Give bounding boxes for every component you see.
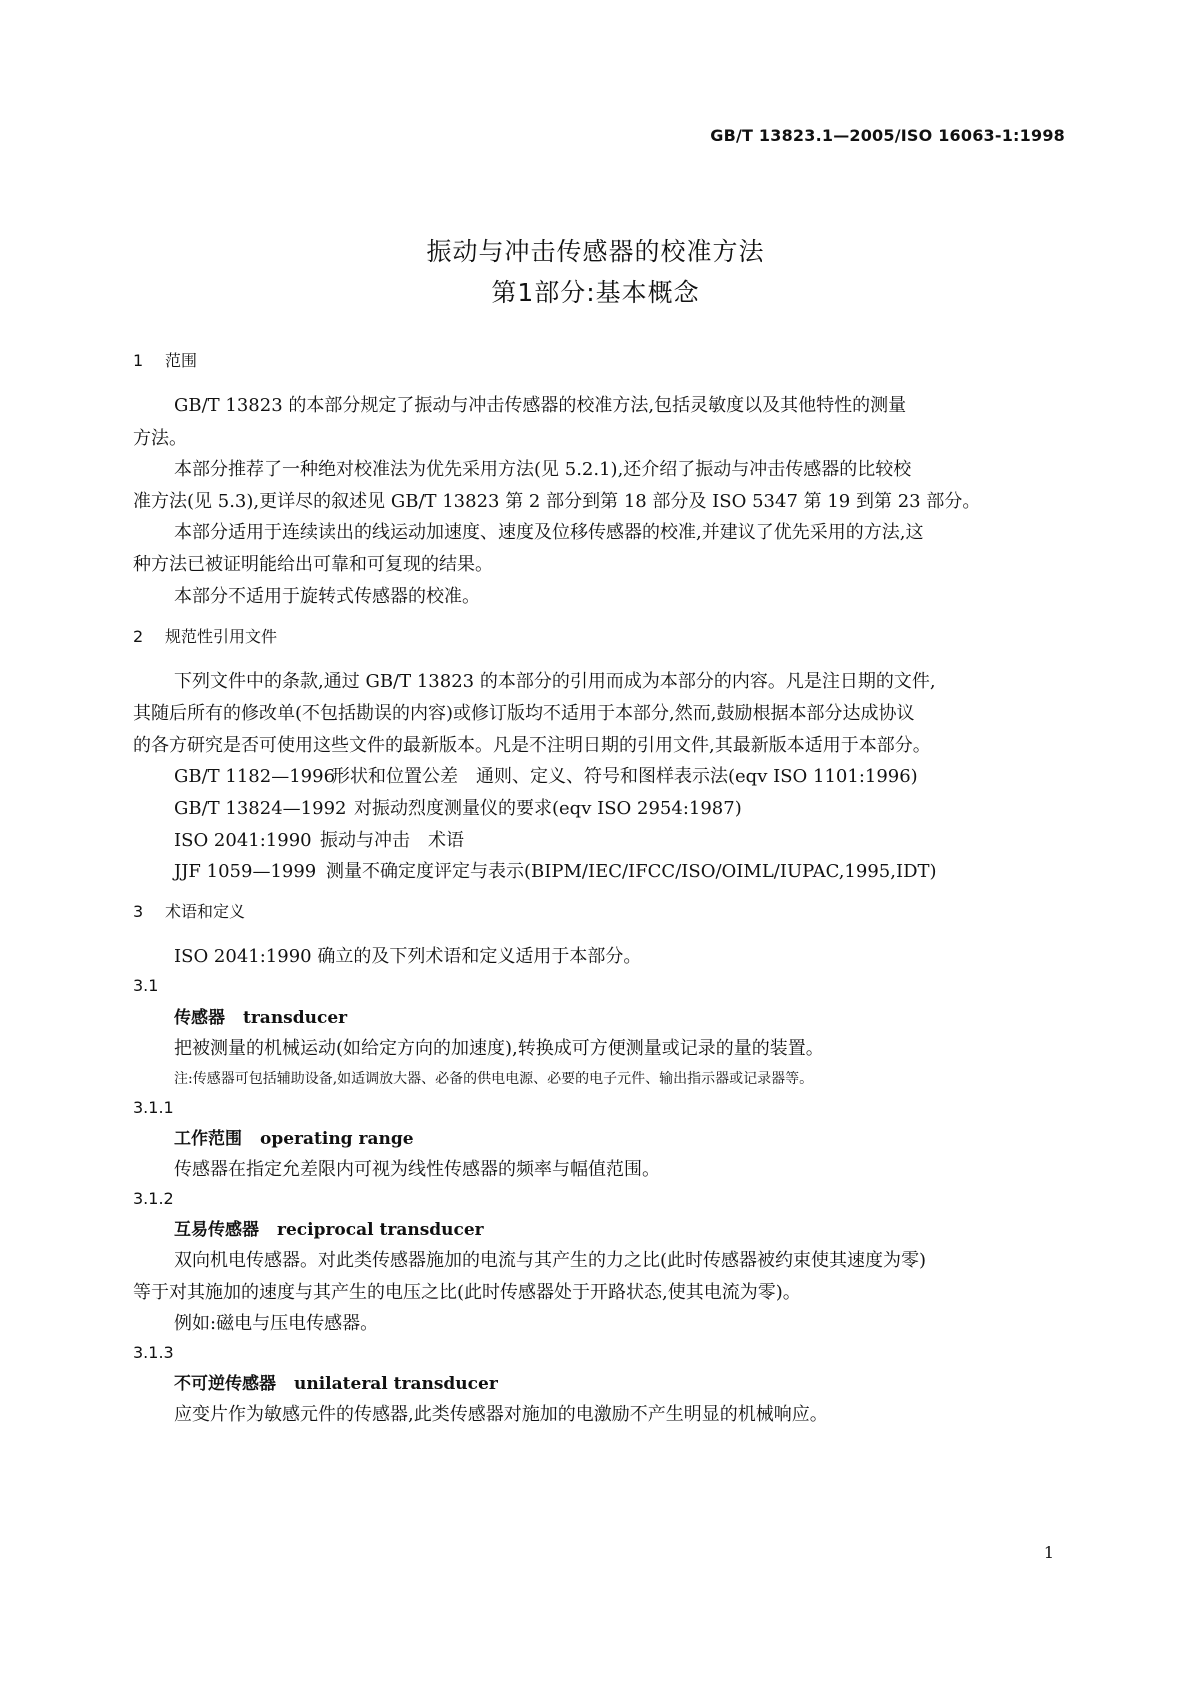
reference-title: 振动与冲击 术语 bbox=[320, 830, 464, 851]
reference-code: JJF 1059—1999 bbox=[174, 861, 317, 882]
paragraph-line: 本部分适用于连续读出的线运动加速度、速度及位移传感器的校准,并建议了优先采用的方法,这 bbox=[174, 522, 924, 543]
document-subtitle: 第1部分:基本概念 bbox=[491, 278, 700, 307]
reference-title: 形状和位置公差 通则、定义、符号和图样表示法(eqv ISO 1101:1996) bbox=[332, 766, 918, 787]
standard-code: GB/T 13823.1—2005/ISO 16063-1:1998 bbox=[710, 126, 1065, 145]
reference-title: 对振动烈度测量仪的要求(eqv ISO 2954:1987) bbox=[354, 798, 742, 819]
term-en: unilateral transducer bbox=[294, 1374, 498, 1394]
term-en: operating range bbox=[260, 1129, 414, 1149]
example-line: 例如:磁电与压电传感器。 bbox=[174, 1313, 379, 1334]
section-heading-terms-definitions bbox=[133, 899, 245, 922]
reference-item bbox=[174, 794, 742, 820]
definition-line: 等于对其施加的速度与其产生的电压之比(此时传感器处于开路状态,使其电流为零)。 bbox=[133, 1282, 801, 1303]
paragraph-line: 本部分推荐了一种绝对校准法为优先采用方法(见 5.2.1),还介绍了振动与冲击传感器的比较校 bbox=[174, 459, 912, 480]
entry-number: 3.1.1 bbox=[133, 1098, 174, 1117]
paragraph-line: 的各方研究是否可使用这些文件的最新版本。凡是不注明日期的引用文件,其最新版本适用于本部分。 bbox=[133, 735, 931, 756]
term bbox=[174, 1003, 347, 1028]
paragraph-line: 下列文件中的条款,通过 GB/T 13823 的本部分的引用而成为本部分的内容。凡是注日期的文件, bbox=[174, 671, 936, 692]
section-heading-scope bbox=[133, 348, 197, 371]
term-zh: 工作范围 bbox=[174, 1129, 242, 1149]
term-en: transducer bbox=[243, 1008, 348, 1028]
reference-item bbox=[174, 857, 937, 883]
section-title: 术语和定义 bbox=[165, 902, 246, 921]
section-number: 1 bbox=[133, 351, 144, 370]
entry-number: 3.1.2 bbox=[133, 1189, 174, 1208]
section-title: 范围 bbox=[165, 351, 198, 370]
document-title: 振动与冲击传感器的校准方法 bbox=[426, 237, 765, 266]
section-number: 3 bbox=[133, 902, 144, 921]
term-zh: 不可逆传感器 bbox=[174, 1374, 276, 1394]
reference-code: GB/T 13824—1992 bbox=[174, 798, 347, 819]
definition-line: 传感器在指定允差限内可视为线性传感器的频率与幅值范围。 bbox=[174, 1159, 660, 1180]
definition-line: 双向机电传感器。对此类传感器施加的电流与其产生的力之比(此时传感器被约束使其速度为零) bbox=[174, 1250, 927, 1271]
entry-number: 3.1 bbox=[133, 976, 159, 995]
term bbox=[174, 1124, 414, 1149]
paragraph-line: 本部分不适用于旋转式传感器的校准。 bbox=[174, 586, 480, 607]
section-heading-normative-references bbox=[133, 624, 277, 647]
reference-code: ISO 2041:1990 bbox=[174, 830, 312, 851]
definition-line: 应变片作为敏感元件的传感器,此类传感器对施加的电激励不产生明显的机械响应。 bbox=[174, 1404, 828, 1425]
term bbox=[174, 1369, 498, 1394]
paragraph-line: ISO 2041:1990 确立的及下列术语和定义适用于本部分。 bbox=[174, 946, 642, 967]
term-zh: 互易传感器 bbox=[174, 1220, 259, 1240]
page-number: 1 bbox=[1043, 1543, 1054, 1562]
reference-item bbox=[174, 762, 918, 788]
definition-line: 把被测量的机械运动(如给定方向的加速度),转换成可方便测量或记录的量的装置。 bbox=[174, 1038, 824, 1059]
note: 注:传感器可包括辅助设备,如适调放大器、必备的供电电源、必要的电子元件、输出指示器或记录器等。 bbox=[174, 1071, 814, 1087]
term-zh: 传感器 bbox=[174, 1008, 225, 1028]
section-number: 2 bbox=[133, 627, 144, 646]
term-en: reciprocal transducer bbox=[277, 1220, 484, 1240]
reference-code: GB/T 1182—1996 bbox=[174, 766, 336, 787]
reference-item bbox=[174, 826, 464, 852]
paragraph-line: 种方法已被证明能给出可靠和可复现的结果。 bbox=[133, 554, 493, 575]
section-title: 规范性引用文件 bbox=[165, 627, 278, 646]
term bbox=[174, 1215, 484, 1240]
paragraph-line: 准方法(见 5.3),更详尽的叙述见 GB/T 13823 第 2 部分到第 18 部分及 ISO 5347 第 19 到第 23 部分。 bbox=[133, 491, 981, 512]
paragraph-line: 方法。 bbox=[133, 428, 187, 449]
paragraph-line: 其随后所有的修改单(不包括勘误的内容)或修订版均不适用于本部分,然而,鼓励根据本部分达成协议 bbox=[133, 703, 915, 724]
entry-number: 3.1.3 bbox=[133, 1343, 174, 1362]
paragraph-line: GB/T 13823 的本部分规定了振动与冲击传感器的校准方法,包括灵敏度以及其他特性的测量 bbox=[174, 395, 907, 416]
reference-title: 测量不确定度评定与表示(BIPM/IEC/IFCC/ISO/OIML/IUPAC,1995,IDT) bbox=[326, 861, 937, 882]
